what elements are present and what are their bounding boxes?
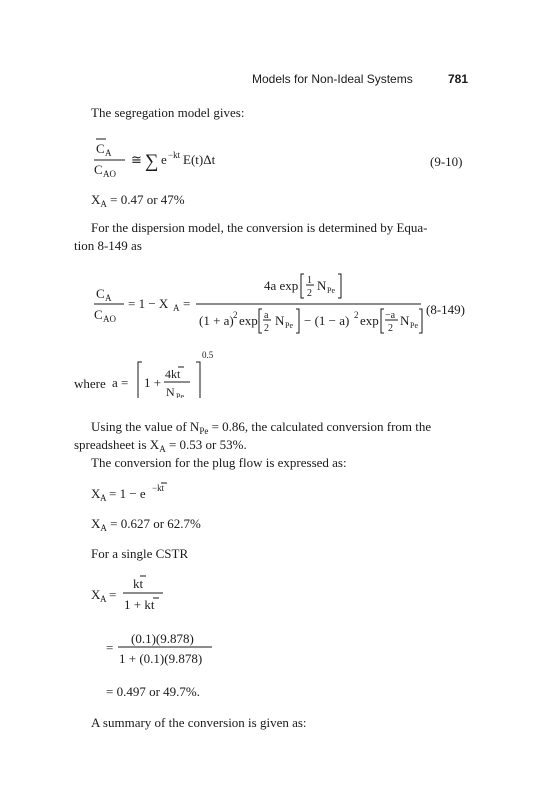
- equation-8-149-graphic: [86, 268, 426, 348]
- svg-text:C: C: [94, 307, 103, 322]
- summary-intro: A summary of the conversion is given as:: [91, 715, 307, 730]
- spreadsheet-part1: spreadsheet is X: [74, 437, 160, 452]
- svg-text:2: 2: [354, 310, 359, 320]
- cstr-intro: For a single CSTR: [91, 546, 189, 561]
- segregation-intro-text: The segregation model gives:: [91, 105, 245, 120]
- svg-text:≅: ≅: [131, 152, 142, 167]
- npe-sentence-part1: Using the value of N: [91, 419, 200, 434]
- svg-text:X: X: [91, 587, 101, 602]
- xa-plug-symbol: $X_A$: [91, 516, 107, 533]
- svg-text:a: a: [264, 310, 269, 321]
- xa-segregation-value: = 0.47 or 47%: [110, 192, 185, 207]
- svg-text:Pe: Pe: [176, 392, 184, 398]
- plug-flow-equation: [91, 480, 211, 504]
- svg-text:2: 2: [264, 323, 269, 334]
- svg-text:A: A: [100, 594, 107, 604]
- svg-text:4kt: 4kt: [165, 367, 181, 381]
- svg-text:2: 2: [307, 288, 312, 299]
- svg-text:N: N: [400, 313, 410, 328]
- where-label: where: [74, 376, 106, 391]
- svg-text:(0.1)(9.878): (0.1)(9.878): [131, 631, 194, 646]
- npe-sentence: Using the value of $N_{Pe} = 0.86$, the calculated conversion from the: [91, 419, 432, 436]
- svg-text:2: 2: [388, 323, 393, 334]
- a-definition-equation: [112, 338, 252, 398]
- svg-text:C: C: [94, 162, 103, 177]
- svg-text:−kt: −kt: [168, 150, 181, 160]
- xa-plug-value: = 0.627 or 62.7%: [110, 516, 201, 531]
- svg-text:a =: a =: [112, 375, 129, 390]
- svg-text:1 +: 1 +: [144, 375, 162, 390]
- xa-segregation-line: [91, 191, 185, 209]
- svg-text:A: A: [100, 493, 107, 503]
- svg-text:AO: AO: [103, 314, 116, 324]
- svg-text:2: 2: [233, 310, 238, 320]
- svg-text:=: =: [109, 587, 117, 602]
- svg-text:C: C: [96, 141, 105, 156]
- svg-text:1 + (0.1)(9.878): 1 + (0.1)(9.878): [119, 651, 203, 666]
- svg-text:e: e: [161, 152, 167, 167]
- cstr-substitution: [106, 628, 226, 672]
- svg-text:− (1 − a): − (1 − a): [304, 313, 350, 328]
- equation-8-149: [86, 268, 426, 348]
- svg-text:1 + kt: 1 + kt: [124, 597, 155, 612]
- dispersion-intro-line1: For the dispersion model, the conversion is determined by Equa-: [91, 220, 428, 235]
- svg-text:Pe: Pe: [410, 321, 418, 330]
- svg-text:1: 1: [307, 275, 312, 286]
- svg-text:N: N: [166, 385, 175, 398]
- equation-9-10-graphic: [91, 136, 471, 182]
- svg-text:−kt: −kt: [152, 483, 165, 493]
- dispersion-intro-line2: tion 8-149 as: [74, 238, 142, 253]
- page-number: 781: [448, 72, 469, 86]
- svg-text:A: A: [105, 148, 112, 158]
- cstr-result: = 0.497 or 49.7%.: [106, 684, 200, 699]
- a-definition-graphic: [112, 338, 252, 398]
- spreadsheet-sentence: spreadsheet is $X_A = 0.53$ or 53%.: [74, 437, 247, 454]
- svg-text:C: C: [96, 286, 105, 301]
- xa-plug-line: [91, 515, 201, 533]
- xa-symbol: $X_A$: [91, 192, 107, 209]
- svg-text:A: A: [105, 293, 112, 303]
- plug-flow-intro: The conversion for the plug flow is expressed as:: [91, 455, 347, 470]
- svg-text:Pe: Pe: [285, 321, 293, 330]
- svg-text:N: N: [317, 278, 327, 293]
- plug-flow-equation-graphic: [91, 480, 211, 504]
- cstr-substitution-graphic: [106, 628, 226, 672]
- svg-text:=: =: [183, 296, 191, 311]
- svg-text:(1 + a): (1 + a): [199, 313, 234, 328]
- svg-text:E(t)Δt: E(t)Δt: [183, 152, 216, 167]
- svg-text:kt: kt: [133, 576, 144, 591]
- svg-text:Pe: Pe: [327, 286, 335, 295]
- equation-8-149-number: (8-149): [426, 302, 465, 317]
- svg-text:4a exp: 4a exp: [264, 278, 299, 293]
- svg-text:A: A: [173, 303, 180, 313]
- svg-text:∑: ∑: [145, 151, 159, 172]
- npe-sentence-part2: = 0.86, the calculated conversion from the: [211, 419, 432, 434]
- equation-9-10: [91, 136, 471, 182]
- equation-9-10-number: (9-10): [430, 154, 463, 169]
- svg-text:−a: −a: [385, 310, 396, 321]
- svg-text:N: N: [275, 313, 285, 328]
- cstr-equation: [91, 574, 211, 618]
- svg-text:0.5: 0.5: [202, 350, 214, 360]
- svg-text:= 1 − X: = 1 − X: [128, 296, 169, 311]
- spreadsheet-part2: = 0.53 or 53%.: [168, 437, 247, 452]
- svg-text:= 1 − e: = 1 − e: [109, 486, 146, 501]
- svg-text:=: =: [106, 640, 114, 655]
- svg-text:X: X: [91, 486, 101, 501]
- svg-text:AO: AO: [103, 169, 116, 179]
- svg-text:exp: exp: [360, 313, 379, 328]
- cstr-equation-graphic: [91, 574, 211, 618]
- running-header-title: Models for Non-Ideal Systems: [252, 72, 413, 86]
- svg-text:exp: exp: [239, 313, 258, 328]
